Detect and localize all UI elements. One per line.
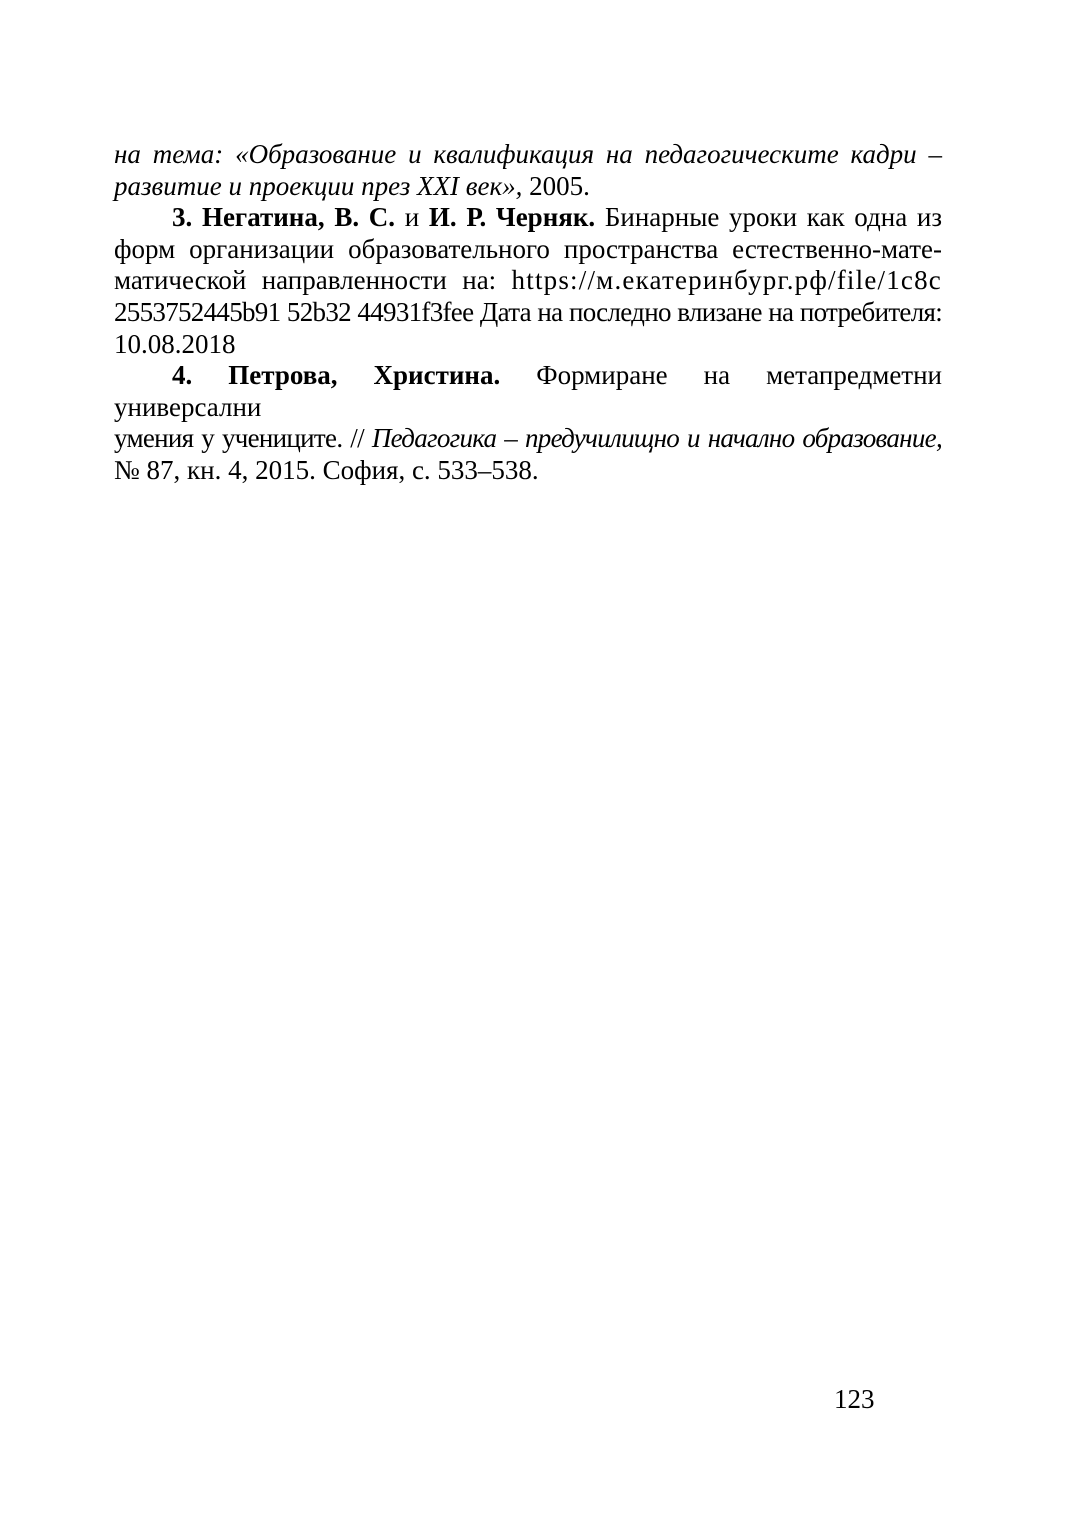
text-run: № 87, кн. 4, 2015. София, с. 533–538. bbox=[114, 454, 539, 485]
page-number: 123 bbox=[834, 1384, 875, 1414]
text-run: И. Р. Черняк. bbox=[428, 202, 596, 233]
text-run: Формиране на метапредметни универсални bbox=[114, 360, 943, 422]
text-line bbox=[114, 360, 942, 423]
text-line bbox=[114, 265, 942, 297]
reference-url: https://м.екатеринбург.рф/file/1c8c bbox=[511, 265, 942, 296]
text-run: 2005. bbox=[522, 170, 590, 201]
text-run: Педагогика – предучилищно и начално образование, bbox=[371, 423, 943, 454]
text-line bbox=[114, 171, 942, 203]
text-line bbox=[114, 329, 942, 361]
references-text-block bbox=[114, 139, 942, 487]
text-run: форм организации образовательного пространства естественно-мате- bbox=[114, 233, 942, 264]
text-line bbox=[114, 139, 942, 171]
text-line bbox=[114, 423, 942, 455]
text-line bbox=[114, 297, 942, 329]
text-run: и bbox=[395, 202, 429, 233]
text-run: матической направленности на: bbox=[114, 265, 512, 296]
text-run: 2553752445b91 52b32 44931f3fee Дата на последно влизане на потребителя: bbox=[114, 296, 942, 327]
text-line bbox=[114, 455, 942, 487]
text-run: на тема: «Образование и квалификация на педагогическите кадри – bbox=[114, 139, 942, 169]
text-run: Бинарные уроки как одна из bbox=[595, 202, 942, 233]
text-run: 3. Негатина, В. С. bbox=[172, 202, 396, 233]
text-line bbox=[114, 234, 942, 266]
text-run: развитие и проекции през XXI век», bbox=[114, 170, 523, 201]
text-line bbox=[114, 202, 942, 234]
text-run: 4. Петрова, Христина. bbox=[172, 360, 501, 391]
text-run: 10.08.2018 bbox=[114, 328, 236, 359]
text-run: умения у учениците. // bbox=[114, 423, 372, 454]
